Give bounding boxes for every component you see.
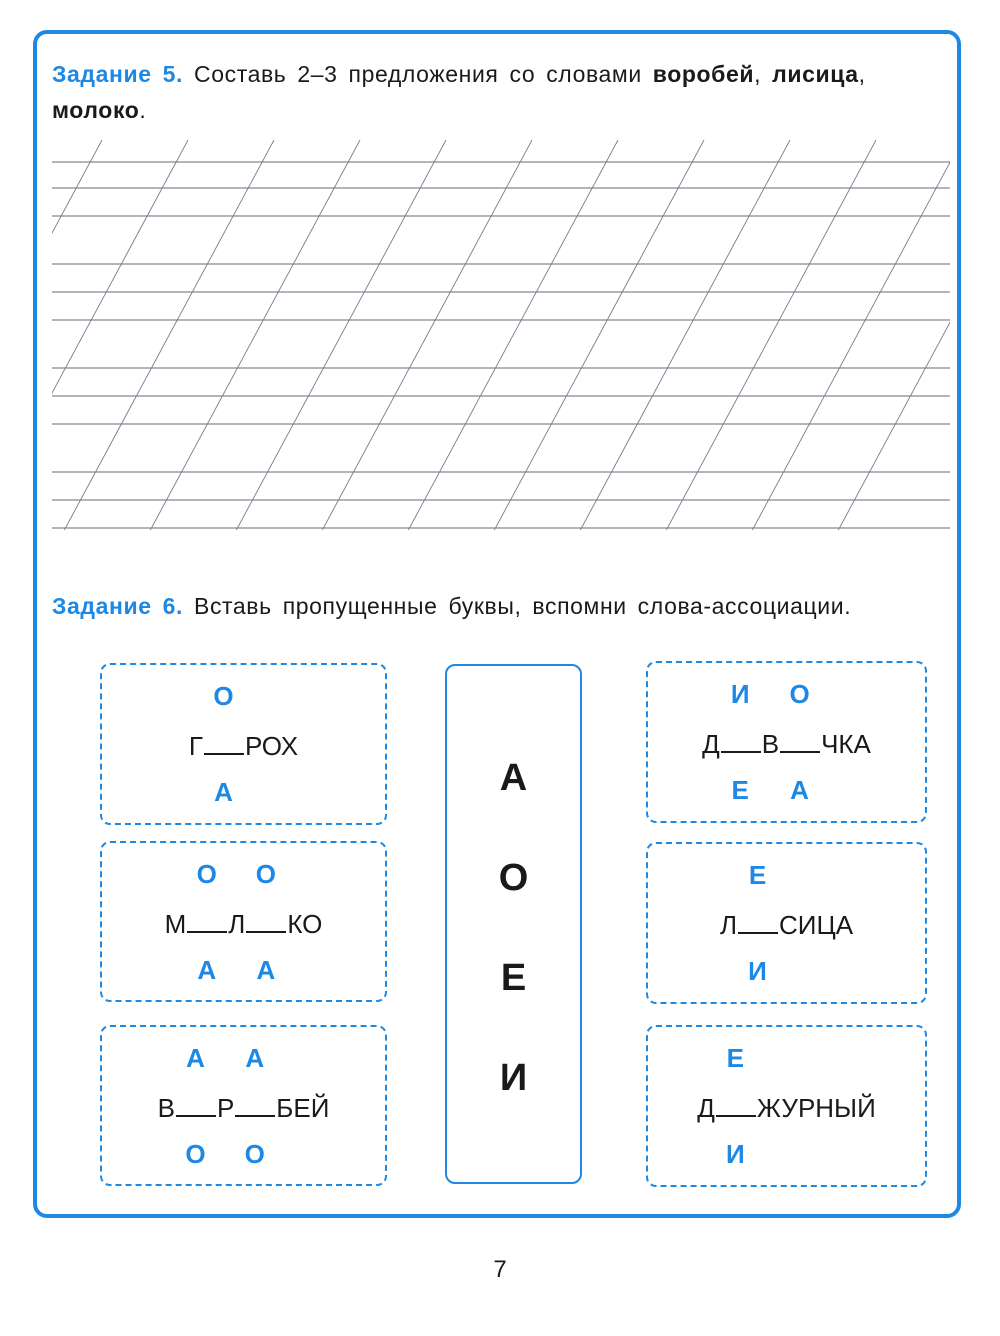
slant-line: [59, 140, 274, 540]
slant-line: [833, 140, 950, 540]
word-card[interactable]: [100, 1025, 387, 1186]
letter-option-bottom[interactable]: И: [726, 1139, 745, 1169]
vowel-letter: А: [499, 757, 528, 799]
blank-slot[interactable]: [246, 907, 286, 933]
word-fragment: СИЦА: [779, 910, 854, 940]
vowel-letter: Е: [500, 957, 527, 999]
letter-option-top[interactable]: А: [186, 1043, 205, 1073]
vowel-letter: И: [499, 1057, 528, 1099]
letter-option-top[interactable]: О: [196, 859, 217, 889]
task6-label: Задание 6.: [52, 593, 183, 619]
letter-option-bottom[interactable]: И: [748, 956, 767, 986]
blank-slot[interactable]: [716, 1091, 756, 1117]
blank-slot[interactable]: [738, 908, 778, 934]
word-fragment: Л: [719, 910, 737, 940]
letter-option-top[interactable]: О: [213, 681, 234, 711]
page-number: 7: [493, 1256, 507, 1283]
task5-comma-1: ,: [754, 61, 762, 87]
letter-option-top[interactable]: А: [245, 1043, 265, 1073]
letter-option-top[interactable]: О: [255, 859, 276, 889]
blank-slot[interactable]: [204, 729, 244, 755]
task5-comma-2: ,: [858, 61, 866, 87]
task5-text: Составь 2–3 предложения со словами: [194, 61, 642, 87]
word-card[interactable]: [646, 1025, 927, 1187]
word-fragment: Г: [188, 731, 203, 761]
card-word: [102, 729, 385, 762]
vowel-letter: О: [498, 857, 529, 899]
slant-line: [661, 140, 876, 540]
blank-slot[interactable]: [780, 727, 820, 753]
letter-option-top[interactable]: Е: [748, 860, 767, 890]
letter-option-bottom[interactable]: Е: [731, 775, 749, 805]
slant-line: [231, 140, 446, 540]
card-word: [648, 1091, 925, 1124]
letter-option-bottom[interactable]: А: [256, 955, 276, 985]
blank-slot[interactable]: [187, 907, 227, 933]
card-word: [102, 907, 385, 940]
letter-option-top[interactable]: Е: [726, 1043, 745, 1073]
vowel-letters-column: [445, 664, 582, 1184]
task5-word-vorobey: воробей: [652, 61, 755, 87]
word-card[interactable]: [646, 661, 927, 823]
word-fragment: В: [157, 1093, 175, 1123]
card-word: [648, 727, 925, 760]
slant-line: [145, 140, 360, 540]
slant-line: [489, 140, 704, 540]
card-word: [648, 908, 925, 941]
letter-option-bottom[interactable]: О: [185, 1139, 206, 1169]
word-card[interactable]: [646, 842, 927, 1004]
blank-slot[interactable]: [235, 1091, 275, 1117]
handwriting-lines[interactable]: [52, 140, 950, 540]
word-fragment: КО: [287, 909, 323, 939]
word-fragment: М: [164, 909, 187, 939]
word-fragment: РОХ: [244, 731, 299, 761]
slant-line: [575, 140, 790, 540]
letter-option-bottom[interactable]: О: [244, 1139, 265, 1169]
word-fragment: Д: [697, 1093, 715, 1123]
task6-text: Вставь пропущенные буквы, вспомни слова-ассоциации.: [194, 593, 852, 619]
letter-option-top[interactable]: И: [730, 679, 750, 709]
blank-slot[interactable]: [176, 1091, 216, 1117]
letter-option-bottom[interactable]: А: [197, 955, 217, 985]
word-fragment: Р: [216, 1093, 235, 1123]
slant-line: [317, 140, 532, 540]
task5-word-lisitsa: лисица: [772, 61, 859, 87]
blank-slot[interactable]: [721, 727, 761, 753]
slant-line: [403, 140, 618, 540]
slant-line: [52, 140, 188, 540]
word-fragment: БЕЙ: [276, 1093, 330, 1123]
slant-line: [747, 140, 950, 540]
word-fragment: В: [761, 729, 780, 759]
card-word: [102, 1091, 385, 1124]
word-fragment: ЧКА: [821, 729, 871, 759]
word-fragment: ЖУРНЫЙ: [756, 1093, 876, 1123]
letter-option-bottom[interactable]: А: [790, 775, 809, 805]
task5-period: .: [139, 97, 147, 123]
letter-option-bottom[interactable]: А: [214, 777, 233, 807]
slant-line: [52, 140, 102, 540]
word-card[interactable]: [100, 841, 387, 1002]
task5-label: Задание 5.: [52, 61, 183, 87]
word-fragment: Д: [702, 729, 720, 759]
word-fragment: Л: [228, 909, 246, 939]
task6-instruction: [52, 588, 932, 624]
word-card[interactable]: [100, 663, 387, 825]
task5-word-moloko: молоко: [52, 97, 140, 123]
task5-instruction: [52, 56, 932, 128]
letter-option-top[interactable]: О: [789, 679, 810, 709]
